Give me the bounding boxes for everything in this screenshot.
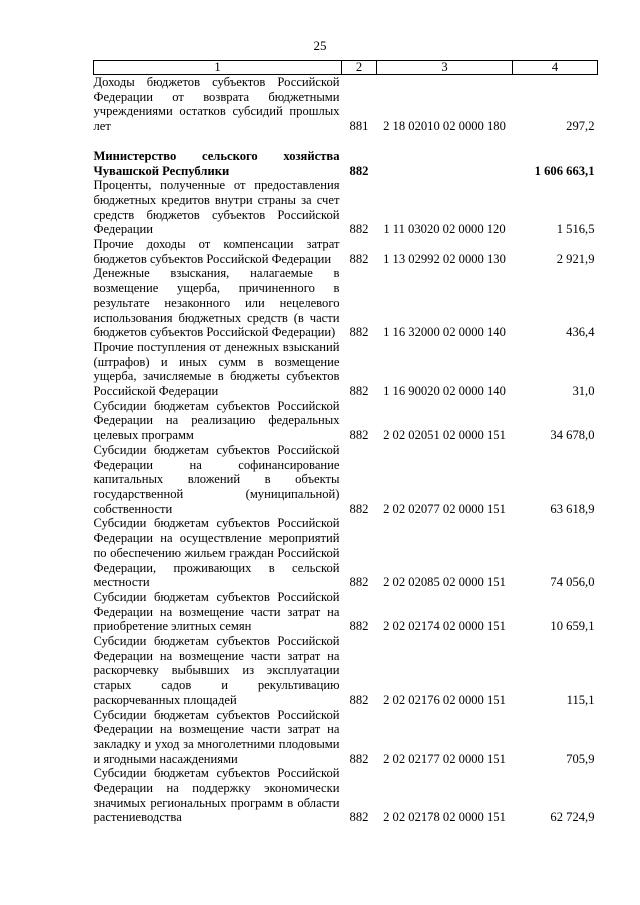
- revenue-name-cell: Прочие поступления от денежных взысканий (штрафов) и иных сумм в возмещение ущерба, зачисляемые в бюджеты субъектов Российской Федерации: [93, 339, 340, 399]
- table-row: [94, 634, 598, 708]
- budget-code-cell: 2 02 02051 02 0000 151: [383, 428, 506, 443]
- admin-code-cell: 882: [349, 222, 369, 237]
- table-row: [94, 590, 598, 634]
- table-row: [94, 443, 598, 517]
- column-header-2: 2: [342, 61, 377, 75]
- table-body: [94, 75, 598, 826]
- admin-code-cell: 882: [349, 325, 369, 340]
- budget-code-cell: 1 13 02992 02 0000 130: [383, 251, 506, 266]
- budget-code-cell: 1 16 32000 02 0000 140: [383, 325, 506, 340]
- revenue-name-cell: Прочие доходы от компенсации затрат бюджетов субъектов Российской Федерации: [93, 237, 340, 266]
- revenue-name-cell: Субсидии бюджетам субъектов Российской Федерации на реализацию федеральных целевых программ: [93, 398, 340, 443]
- admin-code-cell: 882: [349, 384, 369, 399]
- admin-code-cell: 882: [349, 810, 369, 825]
- budget-code-cell: 2 02 02178 02 0000 151: [383, 810, 506, 825]
- budget-code-cell: 2 02 02085 02 0000 151: [383, 575, 506, 590]
- budget-code-cell: [377, 134, 513, 178]
- amount-cell: 1 606 663,1: [534, 163, 595, 178]
- table-row: [94, 237, 598, 266]
- revenue-name-cell: Денежные взыскания, налагаемые в возмещение ущерба, причиненного в результате незаконного или нецелевого использования бюджетных средств (в части бюджетов субъектов Российской Федерации): [93, 266, 340, 340]
- revenue-name-cell: Субсидии бюджетам субъектов Российской Федерации на софинансирование капитальных вложений в объекты государственной (муниципальной) собственности: [93, 442, 340, 516]
- revenue-name-cell: Субсидии бюджетам субъектов Российской Федерации на возмещение части затрат на закладку и уход за многолетними плодовыми и ягодными насаждениями: [93, 707, 340, 766]
- revenue-name-cell: Проценты, полученные от предоставления бюджетных кредитов внутри страны за счет средств бюджетов субъектов Российской Федерации: [93, 178, 340, 237]
- amount-cell: 436,4: [566, 325, 595, 340]
- budget-code-cell: 1 16 90020 02 0000 140: [383, 384, 506, 399]
- table-row: [94, 134, 598, 178]
- budget-code-cell: 2 02 02077 02 0000 151: [383, 501, 506, 516]
- admin-code-cell: 881: [349, 119, 369, 134]
- table-row: [94, 766, 598, 825]
- amount-cell: 62 724,9: [550, 810, 595, 825]
- admin-code-cell: 882: [349, 619, 369, 634]
- amount-cell: 31,0: [572, 384, 595, 399]
- amount-cell: 297,2: [566, 119, 595, 134]
- table-row: [94, 708, 598, 767]
- table-row: [94, 266, 598, 340]
- budget-code-cell: 2 18 02010 02 0000 180: [383, 119, 506, 134]
- admin-code-cell: 882: [349, 251, 369, 266]
- table-row: [94, 516, 598, 590]
- revenue-name-cell: Субсидии бюджетам субъектов Российской Федерации на возмещение части затрат на раскорчевку выбывших из эксплуатации старых садов и рекультивацию раскорчеванных площадей: [93, 634, 340, 707]
- column-header-1: 1: [94, 61, 342, 75]
- amount-cell: 34 678,0: [550, 428, 595, 443]
- admin-code-cell: 882: [349, 575, 369, 590]
- amount-cell: 1 516,5: [556, 222, 595, 237]
- table-row: [94, 75, 598, 134]
- amount-cell: 2 921,9: [556, 251, 595, 266]
- revenue-name-cell: Субсидии бюджетам субъектов Российской Федерации на поддержку экономически значимых региональных программ в области растениеводства: [93, 766, 340, 825]
- revenue-name-cell: Субсидии бюджетам субъектов Российской Федерации на возмещение части затрат на приобретение элитных семян: [93, 589, 340, 634]
- table-row: [94, 340, 598, 399]
- revenue-name-cell: Министерство сельского хозяйства Чувашской Республики: [93, 148, 340, 178]
- admin-code-cell: 882: [349, 428, 369, 443]
- table-row: [94, 399, 598, 443]
- admin-code-cell: 882: [349, 501, 369, 516]
- admin-code-cell: 882: [349, 163, 369, 178]
- column-header-4: 4: [513, 61, 598, 75]
- amount-cell: 10 659,1: [550, 619, 595, 634]
- amount-cell: 115,1: [566, 692, 595, 707]
- budget-code-cell: 2 02 02176 02 0000 151: [383, 692, 506, 707]
- table-row: [94, 178, 598, 237]
- budget-revenue-table: [93, 60, 598, 825]
- amount-cell: 63 618,9: [550, 501, 595, 516]
- column-header-3: 3: [377, 61, 513, 75]
- revenue-name-cell: Доходы бюджетов субъектов Российской Федерации от возврата бюджетными учреждениями остатков субсидий прошлых лет: [93, 75, 340, 134]
- budget-code-cell: 2 02 02174 02 0000 151: [383, 619, 506, 634]
- amount-cell: 705,9: [566, 751, 595, 766]
- revenue-name-cell: Субсидии бюджетам субъектов Российской Федерации на осуществление мероприятий по обеспечению жильем граждан Российской Федерации, проживающих в сельской местности: [93, 516, 340, 590]
- budget-code-cell: 1 11 03020 02 0000 120: [383, 222, 506, 237]
- table-header: [94, 61, 598, 75]
- admin-code-cell: 882: [349, 692, 369, 707]
- page-number: 25: [313, 38, 327, 53]
- budget-code-cell: 2 02 02177 02 0000 151: [383, 751, 506, 766]
- admin-code-cell: 882: [349, 751, 369, 766]
- header-row: [94, 61, 598, 75]
- amount-cell: 74 056,0: [550, 575, 595, 590]
